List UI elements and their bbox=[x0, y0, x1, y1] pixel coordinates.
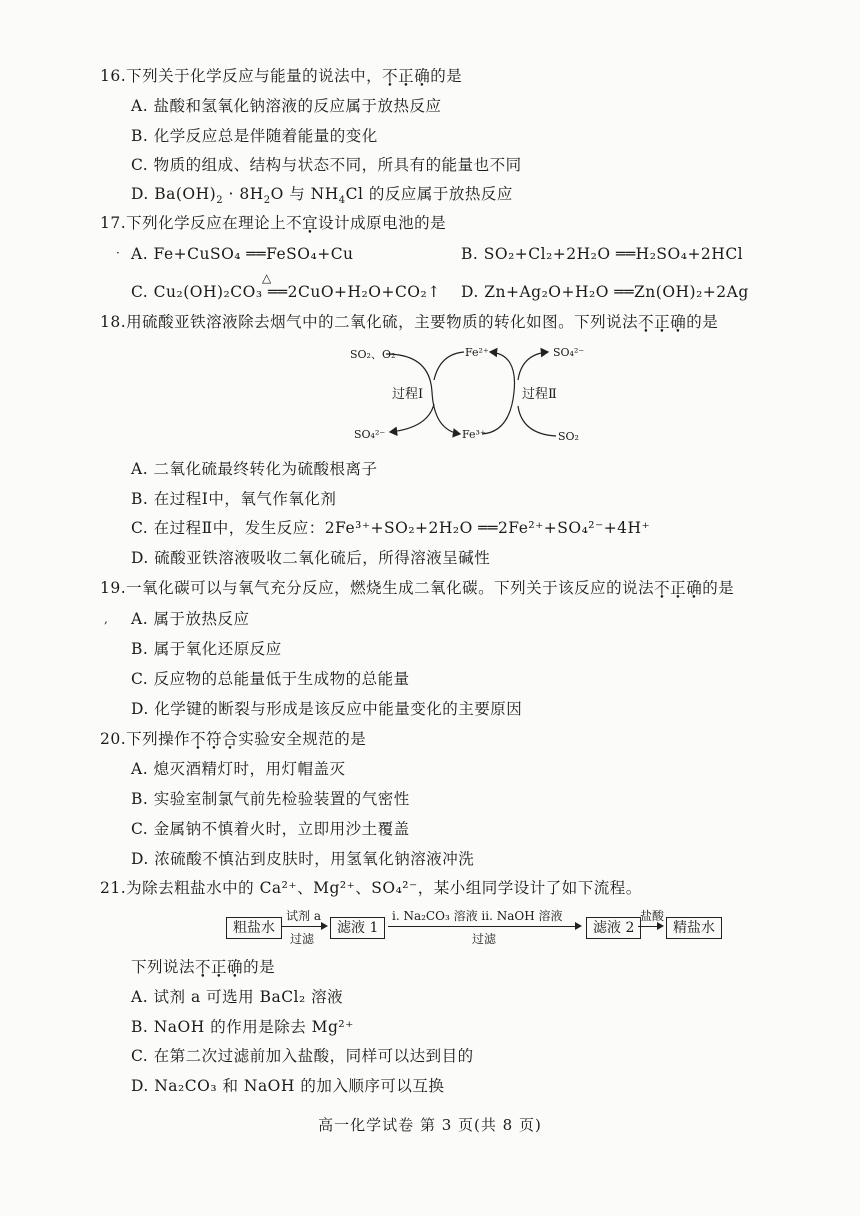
q19-option-b: B. 属于氧化还原反应 bbox=[131, 640, 282, 658]
q21-lead: 下列说法不正确的是 bbox=[131, 958, 276, 976]
q16-option-a: A. 盐酸和氢氧化钠溶液的反应属于放热反应 bbox=[131, 97, 442, 115]
q21-option-a: A. 试剂 a 可选用 BaCl₂ 溶液 bbox=[131, 988, 344, 1006]
flow-box-filtrate-1: 滤液 1 bbox=[330, 917, 385, 939]
process2-curve-main bbox=[482, 352, 515, 434]
q16-option-c: C. 物质的组成、结构与状态不同，所具有的能量也不同 bbox=[131, 156, 522, 174]
label-so2-right: SO₂ bbox=[558, 430, 579, 443]
q16-option-b: B. 化学反应总是伴随着能量的变化 bbox=[131, 127, 378, 145]
q20-option-d: D. 浓硫酸不慎沾到皮肤时，用氢氧化钠溶液冲洗 bbox=[131, 850, 475, 868]
page-footer: 高一化学试卷 第 3 页(共 8 页) bbox=[318, 1116, 542, 1134]
q17-option-d: D. Zn+Ag₂O+H₂O ══Zn(OH)₂+2Ag bbox=[461, 283, 749, 301]
q19-option-a: A. 属于放热反应 bbox=[131, 610, 250, 628]
flow-arrow-1 bbox=[282, 926, 326, 927]
q17-option-a: A. Fe+CuSO₄ ══FeSO₄+Cu bbox=[131, 245, 354, 263]
flow-step2-filter: 过滤 bbox=[472, 932, 497, 946]
q18-option-c: C. 在过程Ⅱ中，发生反应：2Fe³⁺+SO₂+2H₂O ══2Fe²⁺+SO₄²⁻+4H⁺ bbox=[131, 519, 651, 537]
q16-option-d: D. $Ba(OH)_2 \cdot 8H_2O$ 与 $NH_4Cl$ 的反应属于放热反应 bbox=[131, 185, 513, 207]
scan-speck: , bbox=[104, 612, 108, 626]
q21-option-b: B. NaOH 的作用是除去 Mg²⁺ bbox=[131, 1018, 354, 1036]
label-so4-right: SO₄²⁻ bbox=[553, 346, 585, 359]
redox-cycle-diagram bbox=[350, 340, 600, 448]
q18-option-d: D. 硫酸亚铁溶液吸收二氧化硫后，所得溶液呈碱性 bbox=[131, 549, 491, 567]
flow-arrow-3 bbox=[638, 926, 662, 927]
q19-option-c: C. 反应物的总能量低于生成物的总能量 bbox=[131, 670, 410, 688]
scan-speck: · bbox=[116, 246, 120, 260]
process2-curve-out bbox=[518, 352, 548, 380]
q17-stem: 17.下列化学反应在理论上不宜设计成原电池的是 bbox=[100, 214, 447, 232]
q18-option-a: A. 二氧化硫最终转化为硫酸根离子 bbox=[131, 460, 378, 478]
q18-option-b: B. 在过程Ⅰ中，氧气作氧化剂 bbox=[131, 490, 337, 508]
flow-arrow-2 bbox=[388, 926, 580, 927]
label-so4-left: SO₄²⁻ bbox=[354, 428, 386, 441]
label-so2-o2: SO₂、O₂ bbox=[350, 348, 396, 361]
q21-option-d: D. Na₂CO₃ 和 NaOH 的加入顺序可以互换 bbox=[131, 1077, 445, 1095]
q21-option-c: C. 在第二次过滤前加入盐酸，同样可以达到目的 bbox=[131, 1047, 474, 1065]
q20-stem: 20.下列操作不符合实验安全规范的是 bbox=[100, 730, 367, 748]
label-fe2-top: Fe²⁺ bbox=[465, 346, 489, 359]
q16-stem: 16.下列关于化学反应与能量的说法中，不正确的是 bbox=[100, 67, 463, 85]
flow-step2-reagents: i. Na₂CO₃ 溶液 ii. NaOH 溶液 bbox=[392, 909, 563, 923]
heat-symbol: △ bbox=[262, 271, 272, 285]
q19-stem: 19.一氧化碳可以与氧气充分反应，燃烧生成二氧化碳。下列关于该反应的说法不正确的是 bbox=[100, 579, 735, 597]
flow-step1-reagent: 试剂 a bbox=[286, 909, 321, 923]
q17-option-c: C. Cu₂(OH)₂CO₃ ══2CuO+H₂O+CO₂↑ bbox=[131, 283, 441, 301]
flow-box-filtrate-2: 滤液 2 bbox=[586, 917, 641, 939]
q20-option-b: B. 实验室制氯气前先检验装置的气密性 bbox=[131, 790, 410, 808]
q20-option-c: C. 金属钠不慎着火时，立即用沙土覆盖 bbox=[131, 820, 410, 838]
flow-box-crude-brine: 粗盐水 bbox=[226, 917, 282, 939]
q21-stem: 21.为除去粗盐水中的 Ca²⁺、Mg²⁺、SO₄²⁻，某小组同学设计了如下流程。 bbox=[100, 879, 642, 897]
q17-option-b: B. SO₂+Cl₂+2H₂O ══H₂SO₄+2HCl bbox=[461, 245, 744, 263]
label-process-2: 过程Ⅱ bbox=[522, 387, 557, 402]
flow-step1-filter: 过滤 bbox=[290, 932, 315, 946]
process1-curve-out bbox=[390, 404, 434, 432]
flow-box-refined-brine: 精盐水 bbox=[666, 917, 722, 939]
q19-option-d: D. 化学键的断裂与形成是该反应中能量变化的主要原因 bbox=[131, 700, 523, 718]
q20-option-a: A. 熄灭酒精灯时，用灯帽盖灭 bbox=[131, 760, 346, 778]
process2-curve-in bbox=[518, 406, 556, 436]
label-fe3-bottom: Fe³⁺ bbox=[462, 428, 486, 441]
q18-stem: 18.用硫酸亚铁溶液除去烟气中的二氧化硫，主要物质的转化如图。下列说法不正确的是 bbox=[100, 313, 719, 331]
label-process-1: 过程Ⅰ bbox=[392, 387, 424, 402]
flow-step3-acid: 盐酸 bbox=[640, 909, 665, 923]
process1-curve-main bbox=[434, 352, 464, 380]
